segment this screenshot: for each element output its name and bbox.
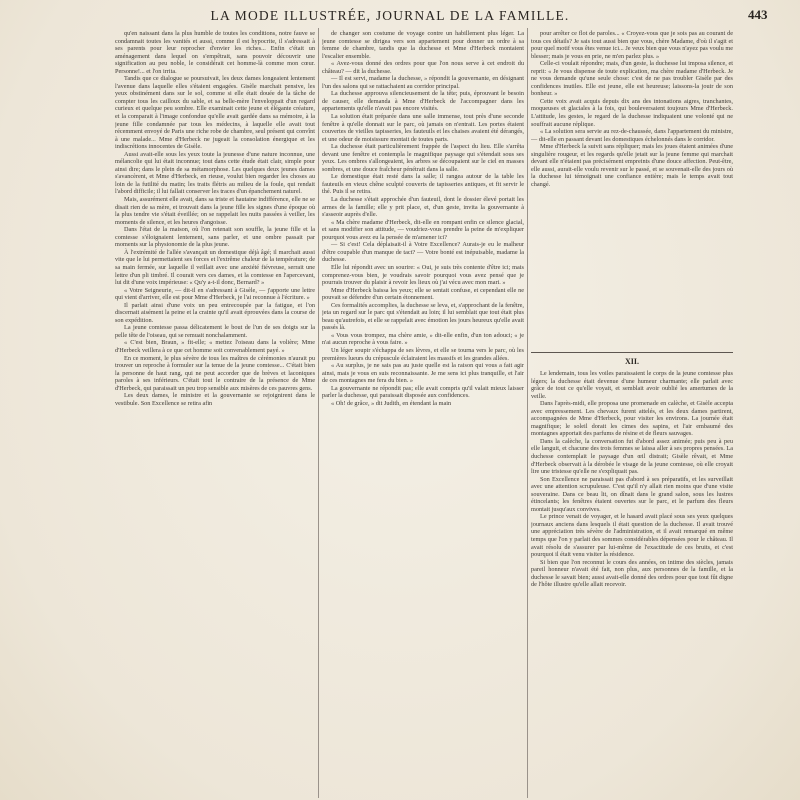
paragraph: La jeune comtesse passa délicatement le bout de l'un de ses doigts sur la pelle tête de l'oiseau, qui se remuait nonchalamment. <box>115 324 315 339</box>
paragraph: Mme d'Herbeck la suivit sans répliquer; mais les joues étaient animées d'une singulière rougeur, et les regards qu'elle jetait sur la jeune femme qui marchait devant elle n'étaient pas précisément empreints d'une douce affection. Peut-être, elle aussi, aurait-elle voulu revenir sur le passé, et se souvenait-elle des jours où la duchesse lui témoignait une confiance entière; mais le temps avait tout changé. <box>531 143 733 188</box>
paragraph: Mme d'Herbeck baissa les yeux; elle se sentait confuse, et cependant elle ne pouvait se défendre d'un certain étonnement. <box>322 286 524 302</box>
paragraph: En ce moment, le plus sévère de tous les maîtres de cérémonies n'aurait pu trouver un reproche à formuler sur la tenue de la jeune comtesse... C'était bien la personne de haut rang, qui ne peut accorder que de brèves et laconiques paroles à ses inférieurs. C'était tout le contraire de la présence de Mme d'Herbeck, qui paraissait un peu trop sensible aux misères de ces pauvres gens. <box>115 354 315 392</box>
paragraph: La duchesse s'était approchée d'un fauteuil, dont le dossier élevé portait les armes de la famille; elle y prit place, et, d'un geste, invita la gouvernante à s'asseoir auprès d'elle. <box>322 196 524 219</box>
text-column-1 <box>115 30 315 795</box>
paragraph: « La solution sera servie au rez-de-chaussée, dans l'appartement du ministre, — dit-elle en passant devant les domestiques échelonnés dans le corridor. <box>531 128 733 143</box>
column-divider <box>318 28 319 798</box>
paragraph: « Au surplus, je ne sais pas au juste quelle est la raison qui vous a fait agir ainsi, mais je vous en suis reconnaissante. Je me sens ici plus tranquille, et l'air de ces montagnes me fera du bien. » <box>322 362 524 385</box>
column-divider <box>527 28 528 798</box>
paragraph: Ces formalités accomplies, la duchesse se leva, et, s'approchant de la fenêtre, jeta un regard sur le parc qui s'étendait au loin; il lui semblait que tout était plus beau qu'autrefois, et elle se rappelait avec émotion les jours heureux qu'elle avait passés là. <box>322 301 524 332</box>
paragraph: « Oh! de grâce, » dit Judith, en étendant la main <box>331 399 452 407</box>
paragraph: Un léger soupir s'échappa de ses lèvres, et elle se tourna vers le parc, où les premières lueurs du crépuscule éclairaient les massifs et les grandes allées. <box>322 346 524 362</box>
paragraph: Celle-ci voulait répondre; mais, d'un geste, la duchesse lui imposa silence, et reprit: « Je vous dispense de toute explication, ma chère madame d'Herbeck. Je ne vous demande qu'une seule chose: c'est de ne pas troubler Gisèle par des confidences inutiles. Elle est jeune, elle est heureuse; laissons-la jouir de son bonheur. » <box>531 60 733 98</box>
page-number: 443 <box>748 7 768 22</box>
page-header: LA MODE ILLUSTRÉE, JOURNAL DE LA FAMILLE. <box>210 8 570 23</box>
paragraph: qu'en naissant dans la plus humble de toutes les conditions, notre fauve se condamnait toutes les vanités et aussi, comme il est hypocrite, il s'adressait à ses parents pour leur reprocher d'envier les riches... Enfin c'était un aménagement dans lequel on s'empêtrait, sans pouvoir découvrir une signification au peu noble, le considérait cet homme-là comme mon cœur. Personne!... et l'on irrita. <box>115 30 315 75</box>
paragraph: « Avez-vous donné des ordres pour que l'on nous serve à cet endroit du château? — dit la duchesse. <box>322 60 524 75</box>
paragraph: Si bien que l'on reconnut le cours des années, on intime des siècles, jamais pareil honneur n'avait été fait, non plus, aux personnes de la famille, et la duchesse le savait bien; aussi avait-elle donné des ordres pour que tout fût digne de l'hôte illustre qu'elle allait recevoir. <box>531 558 733 589</box>
paragraph: — Il est servi, madame la duchesse, » répondit la gouvernante, en désignant l'un des salons qui se rattachaient au corridor principal. <box>322 75 524 90</box>
paragraph: Tandis que ce dialogue se poursuivait, les deux dames longeaient lentement l'avenue dans laquelle elles s'étaient engagées. Gisèle marchait pensive, les yeux obstinément dans sur le sol, comme si elle était douée de la tâche de compter tous les cailloux du sable, et sa belle-mère l'enveloppait d'un regard curieux et quelque peu sombre. Elle examinait cette jeune et élégante créature, et la comparait à l'image confondue qu'elle avait gardée dans sa mémoire, à la jeune fille condamnée par tous les médecins, à laquelle elle avait tout récemment envoyé de Paris une riche robe de chambre, seul présent qui convînt à une malade... Mme d'Herbeck ne jugeait la consolation énergique et les indiscrétions innocentes de Gisèle. <box>115 75 315 151</box>
paragraph: La solution était préparée dans une salle immense, tout près d'une seconde fenêtre à qu'elle donnait sur le parc, où jamais on n'entrait. Les portes étaient couvertes de vieilles tapisseries, les fauteuils et les chaises avaient été dérangés, et une odeur de moisissure montait de toutes parts. <box>322 113 524 143</box>
paragraph: Son Excellence ne paraissait pas d'abord à ses préparatifs, et les surveillait avec une attention scrupuleuse. C'est qu'il n'y allait rien moins que d'une visite souveraine. Dans ce beau lit, on dînait dans le grand salon, sous les lustres étincelants; les fenêtres étaient ouvertes sur le parc, et le parfum des fleurs montait jusqu'aux convives. <box>531 475 733 513</box>
paragraph: La duchesse était particulièrement frappée de l'aspect du lieu. Elle s'arrêta devant une fenêtre et contempla le magnifique paysage qui s'étendait sous ses yeux. Les ombres s'allongeaient, les arbres se découpaient sur le ciel en masses sombres, et une douce fraîcheur pénétrait dans la salle. <box>322 143 524 173</box>
paragraph: Cette voix avait acquis depuis dix ans des intonations aigres, tranchantes, moqueuses et glaciales à la fois, qui bouleversaient toujours Mme d'Herbeck. L'attitude, les gestes, le regard de la duchesse indiquaient une volonté qui ne souffrait aucune réplique. <box>531 97 733 128</box>
text-column-3-top <box>531 30 733 340</box>
paragraph: Les deux dames, le ministre et la gouvernante se rejoignirent dans le vestibule. Son Excellence se retira afin <box>115 392 315 407</box>
text-column-2 <box>322 30 524 795</box>
paragraph: Le prince venait de voyager, et le hasard avait placé sous ses yeux quelques journaux anciens dans lesquels il était question de la duchesse. Il avait trouvé une appréciation très sévère de l'administration, et il avait remarqué en même temps que l'on y parlait des sommes considérables dépensées pour le château. Il avait résolu de s'assurer par lui-même de l'exactitude de ces bruits, et c'est pourquoi il était venu visiter la résidence. <box>531 513 733 559</box>
paragraph: Dans la calèche, la conversation fut d'abord assez animée; puis peu à peu elle languit, et chacune des trois femmes se laissa aller à ses propres pensées. La duchesse contemplait le paysage d'un œil distrait; Gisèle rêvait, et Mme d'Herbeck observait à la dérobée le visage de la jeune comtesse, où elle croyait lire une tristesse qu'elle ne s'expliquait pas. <box>531 437 733 476</box>
section-rule <box>531 352 733 353</box>
paragraph: Il parlait ainsi d'une voix un peu entrecoupée par la fatigue, et l'on discernait aisément la peine et la crainte qu'il avait éprouvées dans la course de son expédition. <box>115 301 315 324</box>
paragraph: À l'extrémité de l'allée s'avançait un domestique déjà âgé; il marchait aussi vite que le lui permettaient ses forces et l'extrême chaleur de la température; de sa main fermée, sur laquelle il veillait avec une anxiété fiévreuse, serrait une lettre d'un pli timbré. Il courait vers ces dames, et la comtesse en l'apercevant, lui dit d'une voix impérieuse: « Qu'y a-t-il donc, Bernard? » <box>115 248 315 287</box>
paragraph: Dans l'après-midi, elle proposa une promenade en calèche, et Gisèle accepta avec empressement. Les chevaux furent attelés, et les deux dames partirent, accompagnées de Mme d'Herbeck, pour visiter les environs. La journée était magnifique; le soleil dorait les cimes des sapins, et l'air embaumé des montagnes apportait des parfums de résine et de fleurs sauvages. <box>531 400 733 438</box>
paragraph: « Ma chère madame d'Herbeck, dit-elle en rompant enfin ce silence glacial, et sans modifier son attitude, — voudriez-vous prendre la peine de m'expliquer pourquoi vous avez eu la pensée de m'amener ici? <box>322 218 524 241</box>
paragraph: La gouvernante ne répondit pas; elle avait compris qu'il valait mieux laisser parler la duchesse, qui paraissait disposée aux confidences. <box>322 384 524 400</box>
paragraph: « C'est bien, Braun, » fit-elle; « mettez l'oiseau dans la volière; Mme d'Herbeck veillera à ce que cet homme soit convenablement payé. » <box>115 339 315 354</box>
paragraph: « Vous vous trompez, ma chère amie, » dit-elle enfin, d'un ton adouci; « je n'ai aucun reproche à vous faire. » <box>322 331 524 347</box>
section-number: XII. <box>624 357 639 366</box>
paragraph: Le domestique était resté dans la salle; il rangea autour de la table les fauteuils en vieux chêne sculpté couverts de tapisseries antiques, et fit servir le thé. Puis il se retira. <box>322 173 524 196</box>
paragraph: — Si c'est! Cela déplaisait-il à Votre Excellence? Aurais-je eu le malheur d'être coupable d'un manque de tact? — Votre bonté est inépuisable, madame la duchesse. <box>322 241 524 264</box>
paragraph: pour arrêter ce flot de paroles... « Croyez-vous que je sois pas au courant de tous ces détails? Je sais tout aussi bien que vous, chère Madame, d'où il s'agit et pour quel motif vous êtes venue ici... Je veux bien que vous n'ayez pas voulu me blesser; mais je vous en prie, ne m'en parlez plus. » <box>531 30 733 60</box>
paragraph: Dans l'état de la maison, où l'on retenait son souffle, la jeune fille et la comtesse s'éloignaient lentement, sans parler, et une ombre passait par moments sur la physionomie de la plus jeune. <box>115 226 315 249</box>
paragraph: « Votre Seigneurie, — dit-il en s'adressant à Gisèle, — j'apporte une lettre qui vient d'arriver, elle est pour Mme d'Herbeck, je l'ai reconnue à l'écriture. » <box>115 286 315 302</box>
paragraph: Elle lui répondit avec un sourire: « Oui, je suis très contente d'être ici; mais comprenez-vous bien, je voudrais savoir pourquoi vous avez pensé que je pourrais trouver du plaisir à revoir les lieux où j'ai vécu avec mon mari. » <box>322 263 524 287</box>
text-column-3-bottom <box>531 370 733 795</box>
paragraph: de changer son costume de voyage contre un habillement plus léger. La jeune comtesse se dirigea vers son appartement pour donner un ordre à sa femme de chambre, tandis que la duchesse et Mme d'Herbeck montaient l'escalier ensemble. <box>322 30 524 60</box>
paragraph: Mais, assurément elle avait, dans sa triste et hautaine indifférence, elle ne se disait rien de sa mère, et trouvait dans la jeune fille les signes d'une époque où la plus tendre vie s'était éveillée; on se rappelait les nuits passées à veiller, les moments de silence, et les heures d'angoisse. <box>115 196 315 226</box>
paragraph: Le lendemain, tous les voiles paraissaient le corps de la jeune comtesse plus légers; la duchesse était devenue d'une humeur charmante; elle parlait avec grâce de tout ce qu'elle voyait, et semblait avoir oublié les amertumes de la veille. <box>531 370 733 400</box>
paragraph: La duchesse approuva silencieusement de la tête; puis, éprouvant le besoin de causer, elle demanda à Mme d'Herbeck de l'accompagner dans les appartements qu'elle n'avait pas encore visités. <box>322 90 524 113</box>
paragraph: Aussi avait-elle sous les yeux toute la jeunesse d'une nature inconnue, une mélancolie qui lui était inconnue; tout dans cette étude était clair, simple pour ainsi dire; dans le plein de sa métamorphose. Les quelques deux jeunes dames s'avancèrent, et Mme d'Herbeck, en rieuse, voulut bien regarder les choses au loin de la futilité du matin; les traits flétris au milieu de la foule, qui rendait l'abord difficile; il lui fallait conserver les traces d'un épanchement naturel. <box>115 150 315 196</box>
